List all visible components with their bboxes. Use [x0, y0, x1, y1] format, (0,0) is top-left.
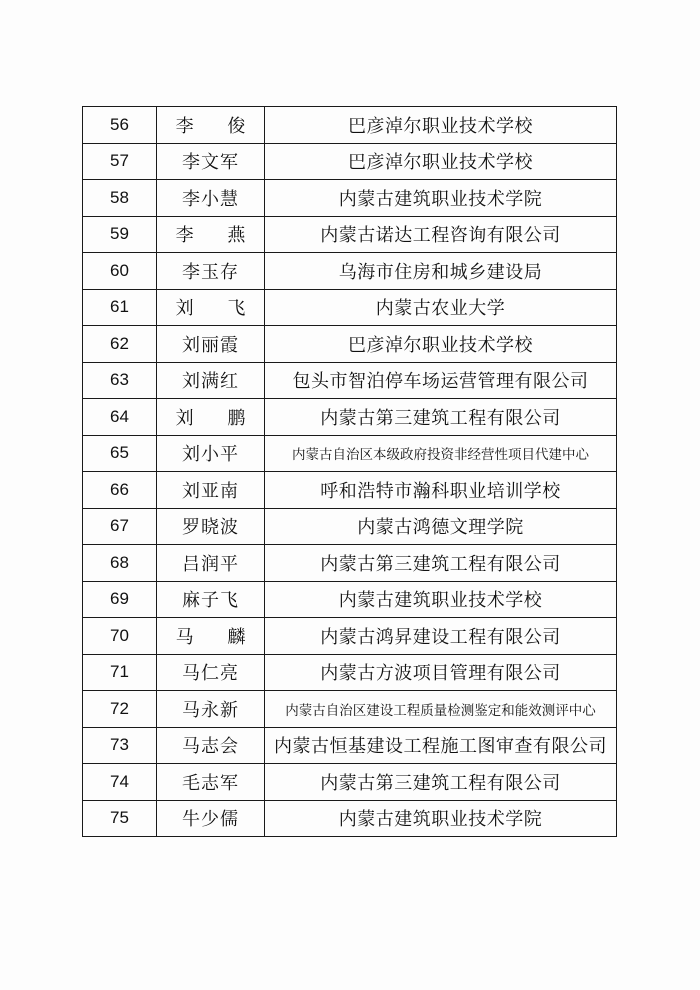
- row-number: 59: [83, 216, 157, 253]
- row-number: 72: [83, 691, 157, 728]
- organization: 内蒙古自治区建设工程质量检测鉴定和能效测评中心: [265, 691, 617, 728]
- person-name: 李玉存: [157, 253, 265, 290]
- table-row: [83, 362, 617, 399]
- row-number: 64: [83, 399, 157, 436]
- table-row: [83, 654, 617, 691]
- row-number: 67: [83, 508, 157, 545]
- table-row: [83, 216, 617, 253]
- row-number: 60: [83, 253, 157, 290]
- table-row: [83, 435, 617, 472]
- person-name: 马仁亮: [157, 654, 265, 691]
- organization: 内蒙古第三建筑工程有限公司: [265, 545, 617, 582]
- organization: 包头市智泊停车场运营管理有限公司: [265, 362, 617, 399]
- row-number: 68: [83, 545, 157, 582]
- organization: 内蒙古恒基建设工程施工图审查有限公司: [265, 727, 617, 764]
- organization: 内蒙古建筑职业技术学院: [265, 800, 617, 837]
- person-name: 麻子飞: [157, 581, 265, 618]
- person-name: 马志会: [157, 727, 265, 764]
- row-number: 62: [83, 326, 157, 363]
- person-name: 刘小平: [157, 435, 265, 472]
- organization: 内蒙古建筑职业技术学校: [265, 581, 617, 618]
- organization: 巴彦淖尔职业技术学校: [265, 326, 617, 363]
- table-row: [83, 289, 617, 326]
- organization: 巴彦淖尔职业技术学校: [265, 107, 617, 144]
- table-row: [83, 581, 617, 618]
- row-number: 73: [83, 727, 157, 764]
- table-row: [83, 691, 617, 728]
- table-row: [83, 508, 617, 545]
- table-row: [83, 727, 617, 764]
- table-row: [83, 399, 617, 436]
- person-name: 李小慧: [157, 180, 265, 217]
- organization: 内蒙古诺达工程咨询有限公司: [265, 216, 617, 253]
- person-name: 刘 鹏: [157, 399, 265, 436]
- row-number: 63: [83, 362, 157, 399]
- person-name: 李 燕: [157, 216, 265, 253]
- organization: 巴彦淖尔职业技术学校: [265, 143, 617, 180]
- person-name: 刘 飞: [157, 289, 265, 326]
- organization: 呼和浩特市瀚科职业培训学校: [265, 472, 617, 509]
- person-name: 罗晓波: [157, 508, 265, 545]
- organization: 内蒙古第三建筑工程有限公司: [265, 399, 617, 436]
- organization: 内蒙古自治区本级政府投资非经营性项目代建中心: [265, 435, 617, 472]
- roster-table: [82, 106, 617, 837]
- person-name: 毛志军: [157, 764, 265, 801]
- organization: 内蒙古建筑职业技术学院: [265, 180, 617, 217]
- person-name: 吕润平: [157, 545, 265, 582]
- row-number: 61: [83, 289, 157, 326]
- organization: 内蒙古农业大学: [265, 289, 617, 326]
- table-row: [83, 764, 617, 801]
- table-row: [83, 107, 617, 144]
- table-row: [83, 472, 617, 509]
- table-row: [83, 253, 617, 290]
- person-name: 马 麟: [157, 618, 265, 655]
- table-row: [83, 326, 617, 363]
- table-row: [83, 545, 617, 582]
- person-name: 牛少儒: [157, 800, 265, 837]
- row-number: 75: [83, 800, 157, 837]
- row-number: 56: [83, 107, 157, 144]
- person-name: 刘满红: [157, 362, 265, 399]
- person-name: 刘丽霞: [157, 326, 265, 363]
- organization: 内蒙古鸿德文理学院: [265, 508, 617, 545]
- table-row: [83, 143, 617, 180]
- organization: 内蒙古鸿昇建设工程有限公司: [265, 618, 617, 655]
- row-number: 69: [83, 581, 157, 618]
- row-number: 66: [83, 472, 157, 509]
- table-row: [83, 800, 617, 837]
- table-row: [83, 618, 617, 655]
- row-number: 71: [83, 654, 157, 691]
- person-name: 马永新: [157, 691, 265, 728]
- person-name: 李 俊: [157, 107, 265, 144]
- organization: 乌海市住房和城乡建设局: [265, 253, 617, 290]
- table-row: [83, 180, 617, 217]
- row-number: 58: [83, 180, 157, 217]
- row-number: 74: [83, 764, 157, 801]
- row-number: 70: [83, 618, 157, 655]
- person-name: 刘亚南: [157, 472, 265, 509]
- organization: 内蒙古方波项目管理有限公司: [265, 654, 617, 691]
- organization: 内蒙古第三建筑工程有限公司: [265, 764, 617, 801]
- person-name: 李文军: [157, 143, 265, 180]
- row-number: 57: [83, 143, 157, 180]
- row-number: 65: [83, 435, 157, 472]
